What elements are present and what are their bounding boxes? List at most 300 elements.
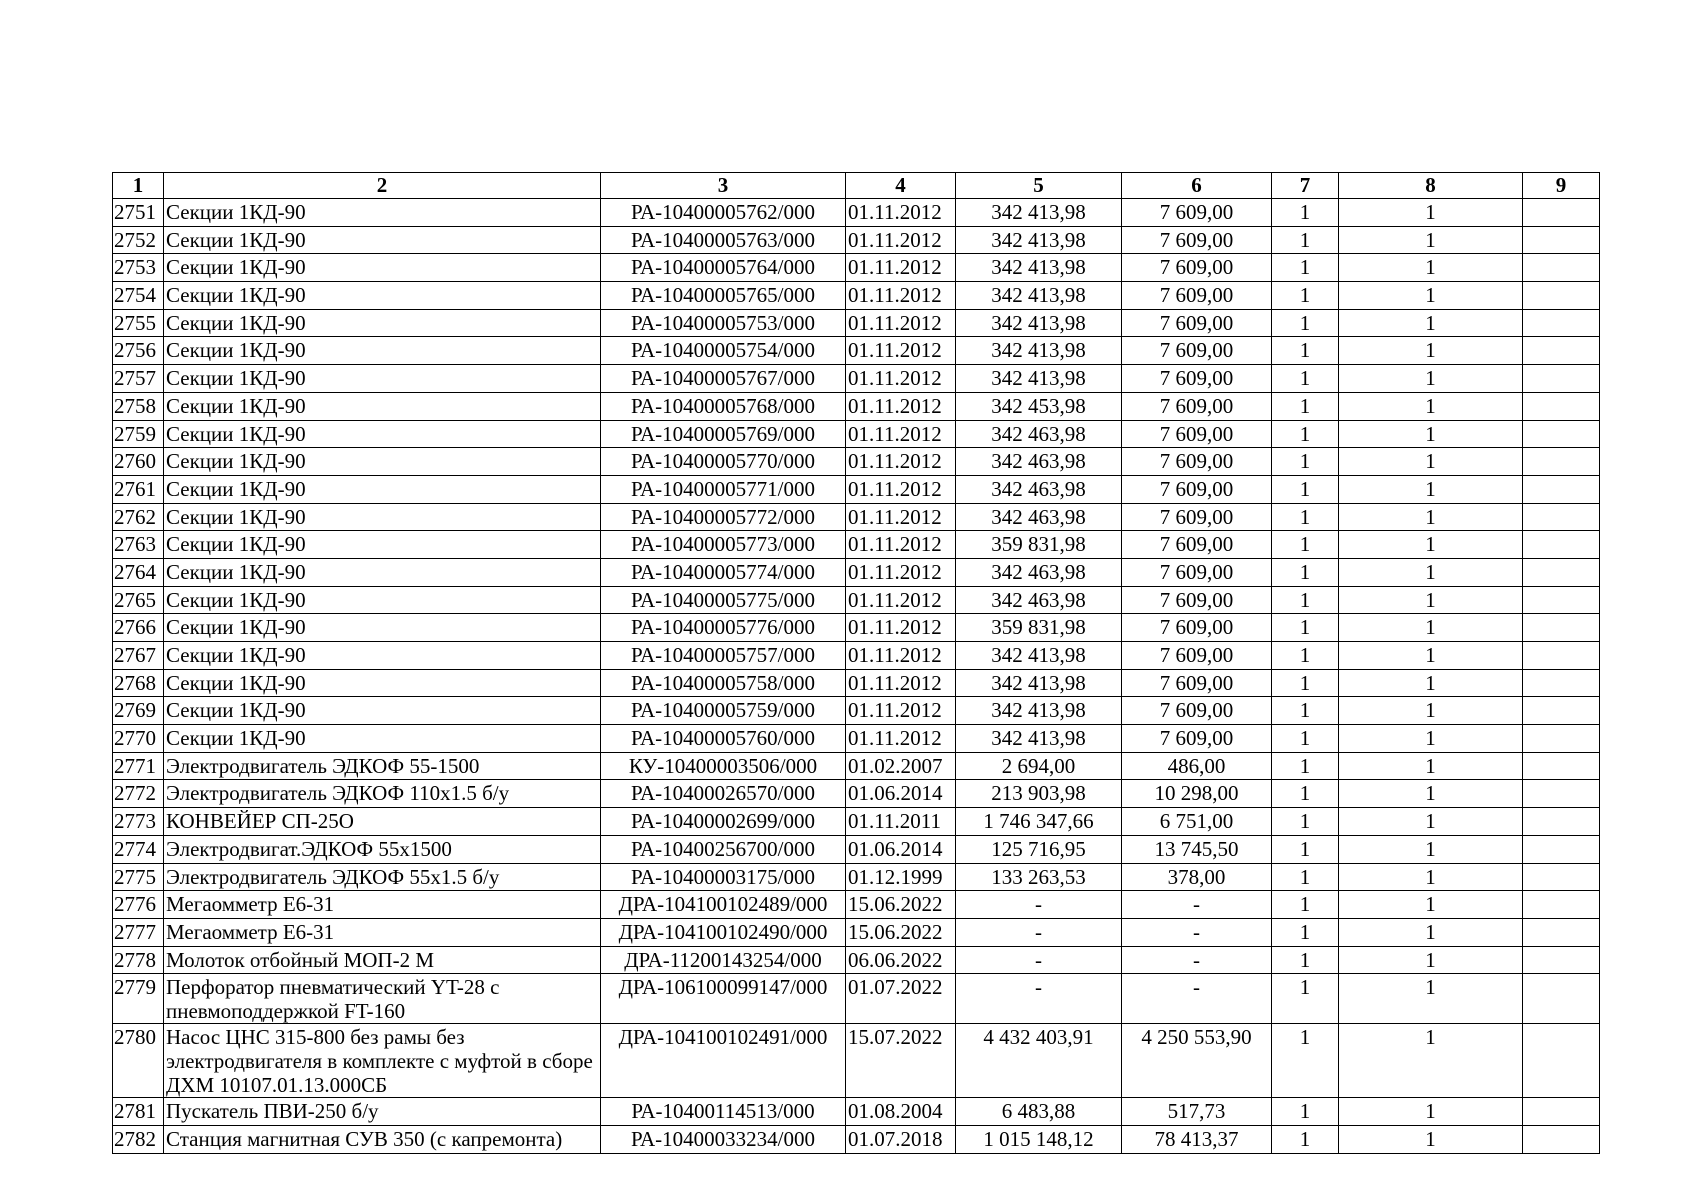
col-9-cell [1523, 420, 1600, 448]
col-9-cell [1523, 586, 1600, 614]
qty-col-8-cell: 1 [1339, 392, 1523, 420]
col-9-cell [1523, 1125, 1600, 1153]
date-cell: 01.02.2007 [846, 752, 956, 780]
value-col-6-cell: 7 609,00 [1122, 282, 1272, 310]
qty-col-8-cell: 1 [1339, 669, 1523, 697]
row-number-cell: 2752 [113, 226, 164, 254]
value-col-5-cell: 4 432 403,91 [956, 1024, 1122, 1098]
table-row [113, 282, 1600, 310]
table-row [113, 669, 1600, 697]
value-col-6-cell: - [1122, 974, 1272, 1024]
value-col-6-cell: - [1122, 946, 1272, 974]
date-cell: 01.11.2012 [846, 337, 956, 365]
col-9-cell [1523, 725, 1600, 753]
value-col-5-cell: - [956, 918, 1122, 946]
col-9-cell [1523, 254, 1600, 282]
value-col-5-cell: 342 413,98 [956, 282, 1122, 310]
value-col-5-cell: 6 483,88 [956, 1098, 1122, 1126]
inventory-code-cell: РА-10400005765/000 [601, 282, 846, 310]
qty-col-7-cell: 1 [1272, 254, 1339, 282]
table-row [113, 697, 1600, 725]
qty-col-7-cell: 1 [1272, 614, 1339, 642]
qty-col-8-cell: 1 [1339, 1024, 1523, 1098]
date-cell: 01.11.2012 [846, 586, 956, 614]
qty-col-8-cell: 1 [1339, 780, 1523, 808]
qty-col-8-cell: 1 [1339, 448, 1523, 476]
qty-col-8-cell: 1 [1339, 891, 1523, 919]
value-col-5-cell: 342 413,98 [956, 337, 1122, 365]
inventory-code-cell: РА-10400005763/000 [601, 226, 846, 254]
inventory-code-cell: КУ-10400003506/000 [601, 752, 846, 780]
row-number-cell: 2767 [113, 642, 164, 670]
date-cell: 01.07.2018 [846, 1125, 956, 1153]
inventory-code-cell: РА-10400114513/000 [601, 1098, 846, 1126]
qty-col-7-cell: 1 [1272, 642, 1339, 670]
value-col-6-cell: 7 609,00 [1122, 420, 1272, 448]
date-cell: 15.07.2022 [846, 1024, 956, 1098]
qty-col-7-cell: 1 [1272, 531, 1339, 559]
table-row [113, 946, 1600, 974]
item-name-cell: Мегаомметр Е6-31 [164, 918, 601, 946]
value-col-6-cell: 7 609,00 [1122, 725, 1272, 753]
item-name-cell: Секции 1КД-90 [164, 503, 601, 531]
row-number-cell: 2754 [113, 282, 164, 310]
qty-col-8-cell: 1 [1339, 558, 1523, 586]
value-col-6-cell: 7 609,00 [1122, 199, 1272, 227]
date-cell: 01.08.2004 [846, 1098, 956, 1126]
col-9-cell [1523, 309, 1600, 337]
qty-col-7-cell: 1 [1272, 365, 1339, 393]
item-name-cell: Электродвигатель ЭДКОФ 55х1.5 б/у [164, 863, 601, 891]
row-number-cell: 2774 [113, 835, 164, 863]
qty-col-7-cell: 1 [1272, 725, 1339, 753]
table-row [113, 558, 1600, 586]
row-number-cell: 2776 [113, 891, 164, 919]
date-cell: 01.11.2012 [846, 392, 956, 420]
qty-col-8-cell: 1 [1339, 531, 1523, 559]
inventory-code-cell: РА-10400005775/000 [601, 586, 846, 614]
table-row [113, 863, 1600, 891]
inventory-code-cell: РА-10400005771/000 [601, 475, 846, 503]
value-col-5-cell: 342 463,98 [956, 503, 1122, 531]
col-9-cell [1523, 282, 1600, 310]
col-9-cell [1523, 392, 1600, 420]
item-name-cell: Насос ЦНС 315-800 без рамы без электродвигателя в комплекте с муфтой в сборе ДХМ 10107.01.13.000СБ [164, 1024, 601, 1098]
col-9-cell [1523, 503, 1600, 531]
qty-col-8-cell: 1 [1339, 475, 1523, 503]
table-row [113, 420, 1600, 448]
qty-col-7-cell: 1 [1272, 863, 1339, 891]
table-row [113, 309, 1600, 337]
row-number-cell: 2763 [113, 531, 164, 559]
col-9-cell [1523, 337, 1600, 365]
item-name-cell: Секции 1КД-90 [164, 282, 601, 310]
qty-col-8-cell: 1 [1339, 752, 1523, 780]
qty-col-8-cell: 1 [1339, 835, 1523, 863]
inventory-code-cell: РА-10400005774/000 [601, 558, 846, 586]
value-col-5-cell: 342 413,98 [956, 642, 1122, 670]
col-9-cell [1523, 614, 1600, 642]
row-number-cell: 2778 [113, 946, 164, 974]
item-name-cell: Секции 1КД-90 [164, 558, 601, 586]
row-number-cell: 2757 [113, 365, 164, 393]
table-row [113, 365, 1600, 393]
value-col-6-cell: 7 609,00 [1122, 669, 1272, 697]
inventory-code-cell: ДРА-106100099147/000 [601, 974, 846, 1024]
value-col-6-cell: 7 609,00 [1122, 697, 1272, 725]
table-row [113, 752, 1600, 780]
value-col-6-cell: 7 609,00 [1122, 365, 1272, 393]
value-col-5-cell: 1 746 347,66 [956, 808, 1122, 836]
qty-col-8-cell: 1 [1339, 808, 1523, 836]
inventory-code-cell: РА-10400256700/000 [601, 835, 846, 863]
value-col-5-cell: 213 903,98 [956, 780, 1122, 808]
row-number-cell: 2769 [113, 697, 164, 725]
table-row [113, 835, 1600, 863]
value-col-6-cell: 7 609,00 [1122, 642, 1272, 670]
table-row [113, 808, 1600, 836]
inventory-code-cell: РА-10400005776/000 [601, 614, 846, 642]
table-row [113, 1098, 1600, 1126]
qty-col-8-cell: 1 [1339, 420, 1523, 448]
value-col-5-cell: - [956, 946, 1122, 974]
col-9-cell [1523, 808, 1600, 836]
item-name-cell: Секции 1КД-90 [164, 614, 601, 642]
column-header-4: 4 [846, 173, 956, 199]
value-col-6-cell: 517,73 [1122, 1098, 1272, 1126]
table-row [113, 642, 1600, 670]
value-col-6-cell: 6 751,00 [1122, 808, 1272, 836]
item-name-cell: Секции 1КД-90 [164, 586, 601, 614]
item-name-cell: Пускатель ПВИ-250 б/у [164, 1098, 601, 1126]
qty-col-7-cell: 1 [1272, 558, 1339, 586]
date-cell: 01.11.2012 [846, 448, 956, 476]
date-cell: 01.11.2012 [846, 614, 956, 642]
date-cell: 01.11.2012 [846, 531, 956, 559]
col-9-cell [1523, 365, 1600, 393]
value-col-6-cell: 78 413,37 [1122, 1125, 1272, 1153]
date-cell: 01.11.2012 [846, 254, 956, 282]
item-name-cell: Секции 1КД-90 [164, 697, 601, 725]
row-number-cell: 2765 [113, 586, 164, 614]
row-number-cell: 2780 [113, 1024, 164, 1098]
date-cell: 01.11.2012 [846, 725, 956, 753]
item-name-cell: Станция магнитная СУВ 350 (с капремонта) [164, 1125, 601, 1153]
col-9-cell [1523, 1098, 1600, 1126]
item-name-cell: Секции 1КД-90 [164, 226, 601, 254]
inventory-code-cell: ДРА-104100102490/000 [601, 918, 846, 946]
qty-col-7-cell: 1 [1272, 752, 1339, 780]
item-name-cell: Секции 1КД-90 [164, 642, 601, 670]
table-row [113, 725, 1600, 753]
col-9-cell [1523, 752, 1600, 780]
qty-col-8-cell: 1 [1339, 725, 1523, 753]
col-9-cell [1523, 642, 1600, 670]
value-col-5-cell: - [956, 974, 1122, 1024]
col-9-cell [1523, 199, 1600, 227]
item-name-cell: Электродвигат.ЭДКОФ 55х1500 [164, 835, 601, 863]
qty-col-7-cell: 1 [1272, 918, 1339, 946]
row-number-cell: 2777 [113, 918, 164, 946]
item-name-cell: КОНВЕЙЕР СП-25О [164, 808, 601, 836]
row-number-cell: 2775 [113, 863, 164, 891]
item-name-cell: Секции 1КД-90 [164, 309, 601, 337]
inventory-code-cell: РА-10400005759/000 [601, 697, 846, 725]
col-9-cell [1523, 226, 1600, 254]
table-row [113, 475, 1600, 503]
value-col-5-cell: 342 413,98 [956, 697, 1122, 725]
inventory-code-cell: РА-10400005758/000 [601, 669, 846, 697]
column-header-1: 1 [113, 173, 164, 199]
row-number-cell: 2762 [113, 503, 164, 531]
value-col-5-cell: 1 015 148,12 [956, 1125, 1122, 1153]
qty-col-7-cell: 1 [1272, 448, 1339, 476]
row-number-cell: 2753 [113, 254, 164, 282]
inventory-code-cell: РА-10400005770/000 [601, 448, 846, 476]
qty-col-7-cell: 1 [1272, 1125, 1339, 1153]
inventory-code-cell: РА-10400005769/000 [601, 420, 846, 448]
column-header-5: 5 [956, 173, 1122, 199]
inventory-code-cell: РА-10400005773/000 [601, 531, 846, 559]
item-name-cell: Секции 1КД-90 [164, 420, 601, 448]
row-number-cell: 2758 [113, 392, 164, 420]
inventory-code-cell: РА-10400005754/000 [601, 337, 846, 365]
row-number-cell: 2768 [113, 669, 164, 697]
qty-col-7-cell: 1 [1272, 808, 1339, 836]
item-name-cell: Мегаомметр Е6-31 [164, 891, 601, 919]
inventory-code-cell: РА-10400026570/000 [601, 780, 846, 808]
table-row [113, 614, 1600, 642]
inventory-code-cell: РА-10400005772/000 [601, 503, 846, 531]
date-cell: 01.07.2022 [846, 974, 956, 1024]
value-col-6-cell: 7 609,00 [1122, 614, 1272, 642]
value-col-5-cell: 342 463,98 [956, 475, 1122, 503]
value-col-5-cell: 133 263,53 [956, 863, 1122, 891]
table-row [113, 254, 1600, 282]
inventory-code-cell: ДРА-11200143254/000 [601, 946, 846, 974]
value-col-6-cell: 7 609,00 [1122, 475, 1272, 503]
inventory-table [112, 172, 1600, 1154]
qty-col-7-cell: 1 [1272, 420, 1339, 448]
value-col-5-cell: 125 716,95 [956, 835, 1122, 863]
value-col-5-cell: - [956, 891, 1122, 919]
col-9-cell [1523, 974, 1600, 1024]
value-col-6-cell: 7 609,00 [1122, 309, 1272, 337]
qty-col-8-cell: 1 [1339, 974, 1523, 1024]
item-name-cell: Секции 1КД-90 [164, 392, 601, 420]
col-9-cell [1523, 891, 1600, 919]
col-9-cell [1523, 946, 1600, 974]
item-name-cell: Секции 1КД-90 [164, 254, 601, 282]
inventory-code-cell: РА-10400003175/000 [601, 863, 846, 891]
item-name-cell: Секции 1КД-90 [164, 669, 601, 697]
value-col-5-cell: 342 413,98 [956, 669, 1122, 697]
qty-col-7-cell: 1 [1272, 891, 1339, 919]
item-name-cell: Молоток отбойный МОП-2 М [164, 946, 601, 974]
value-col-6-cell: 7 609,00 [1122, 337, 1272, 365]
inventory-code-cell: ДРА-104100102491/000 [601, 1024, 846, 1098]
row-number-cell: 2772 [113, 780, 164, 808]
value-col-6-cell: 7 609,00 [1122, 254, 1272, 282]
qty-col-8-cell: 1 [1339, 199, 1523, 227]
column-header-8: 8 [1339, 173, 1523, 199]
date-cell: 15.06.2022 [846, 918, 956, 946]
value-col-5-cell: 342 463,98 [956, 420, 1122, 448]
column-header-2: 2 [164, 173, 601, 199]
col-9-cell [1523, 448, 1600, 476]
qty-col-7-cell: 1 [1272, 309, 1339, 337]
table-row [113, 780, 1600, 808]
inventory-code-cell: РА-10400005760/000 [601, 725, 846, 753]
table-body [113, 199, 1600, 1154]
date-cell: 01.06.2014 [846, 780, 956, 808]
col-9-cell [1523, 697, 1600, 725]
qty-col-8-cell: 1 [1339, 365, 1523, 393]
qty-col-8-cell: 1 [1339, 918, 1523, 946]
qty-col-8-cell: 1 [1339, 503, 1523, 531]
date-cell: 01.11.2012 [846, 503, 956, 531]
item-name-cell: Перфоратор пневматический YT-28 с пневмоподдержкой FT-160 [164, 974, 601, 1024]
value-col-5-cell: 342 413,98 [956, 309, 1122, 337]
item-name-cell: Электродвигатель ЭДКОФ 55-1500 [164, 752, 601, 780]
value-col-6-cell: 7 609,00 [1122, 558, 1272, 586]
date-cell: 01.11.2012 [846, 226, 956, 254]
qty-col-8-cell: 1 [1339, 697, 1523, 725]
value-col-5-cell: 359 831,98 [956, 614, 1122, 642]
date-cell: 01.11.2012 [846, 365, 956, 393]
table-row [113, 531, 1600, 559]
row-number-cell: 2764 [113, 558, 164, 586]
table-row [113, 392, 1600, 420]
value-col-6-cell: 10 298,00 [1122, 780, 1272, 808]
item-name-cell: Секции 1КД-90 [164, 448, 601, 476]
value-col-5-cell: 342 463,98 [956, 448, 1122, 476]
table-row [113, 974, 1600, 1024]
row-number-cell: 2771 [113, 752, 164, 780]
inventory-code-cell: РА-10400005757/000 [601, 642, 846, 670]
item-name-cell: Секции 1КД-90 [164, 531, 601, 559]
row-number-cell: 2756 [113, 337, 164, 365]
qty-col-8-cell: 1 [1339, 282, 1523, 310]
qty-col-7-cell: 1 [1272, 1098, 1339, 1126]
col-9-cell [1523, 918, 1600, 946]
qty-col-7-cell: 1 [1272, 974, 1339, 1024]
table-row [113, 337, 1600, 365]
date-cell: 01.11.2012 [846, 558, 956, 586]
item-name-cell: Секции 1КД-90 [164, 725, 601, 753]
column-header-6: 6 [1122, 173, 1272, 199]
table-row [113, 448, 1600, 476]
value-col-5-cell: 2 694,00 [956, 752, 1122, 780]
qty-col-7-cell: 1 [1272, 475, 1339, 503]
value-col-6-cell: - [1122, 891, 1272, 919]
table-row [113, 918, 1600, 946]
col-9-cell [1523, 1024, 1600, 1098]
col-9-cell [1523, 835, 1600, 863]
row-number-cell: 2779 [113, 974, 164, 1024]
qty-col-8-cell: 1 [1339, 337, 1523, 365]
qty-col-8-cell: 1 [1339, 642, 1523, 670]
qty-col-8-cell: 1 [1339, 309, 1523, 337]
inventory-code-cell: РА-10400005762/000 [601, 199, 846, 227]
qty-col-8-cell: 1 [1339, 226, 1523, 254]
value-col-5-cell: 342 413,98 [956, 725, 1122, 753]
qty-col-7-cell: 1 [1272, 1024, 1339, 1098]
qty-col-7-cell: 1 [1272, 199, 1339, 227]
value-col-6-cell: 7 609,00 [1122, 226, 1272, 254]
table-row [113, 226, 1600, 254]
qty-col-8-cell: 1 [1339, 586, 1523, 614]
row-number-cell: 2782 [113, 1125, 164, 1153]
qty-col-7-cell: 1 [1272, 503, 1339, 531]
inventory-code-cell: РА-10400005753/000 [601, 309, 846, 337]
date-cell: 01.06.2014 [846, 835, 956, 863]
qty-col-7-cell: 1 [1272, 669, 1339, 697]
qty-col-7-cell: 1 [1272, 282, 1339, 310]
date-cell: 01.11.2011 [846, 808, 956, 836]
item-name-cell: Секции 1КД-90 [164, 365, 601, 393]
date-cell: 01.11.2012 [846, 697, 956, 725]
value-col-6-cell: 7 609,00 [1122, 448, 1272, 476]
col-9-cell [1523, 780, 1600, 808]
qty-col-7-cell: 1 [1272, 337, 1339, 365]
row-number-cell: 2770 [113, 725, 164, 753]
date-cell: 01.12.1999 [846, 863, 956, 891]
qty-col-8-cell: 1 [1339, 863, 1523, 891]
date-cell: 15.06.2022 [846, 891, 956, 919]
row-number-cell: 2751 [113, 199, 164, 227]
value-col-5-cell: 342 413,98 [956, 365, 1122, 393]
table-row [113, 1125, 1600, 1153]
qty-col-8-cell: 1 [1339, 1125, 1523, 1153]
value-col-5-cell: 342 453,98 [956, 392, 1122, 420]
value-col-5-cell: 359 831,98 [956, 531, 1122, 559]
col-9-cell [1523, 531, 1600, 559]
value-col-6-cell: 13 745,50 [1122, 835, 1272, 863]
inventory-code-cell: РА-10400005768/000 [601, 392, 846, 420]
date-cell: 01.11.2012 [846, 669, 956, 697]
value-col-5-cell: 342 413,98 [956, 254, 1122, 282]
value-col-5-cell: 342 413,98 [956, 226, 1122, 254]
qty-col-7-cell: 1 [1272, 392, 1339, 420]
value-col-5-cell: 342 463,98 [956, 586, 1122, 614]
date-cell: 01.11.2012 [846, 199, 956, 227]
qty-col-7-cell: 1 [1272, 946, 1339, 974]
inventory-code-cell: РА-10400033234/000 [601, 1125, 846, 1153]
value-col-6-cell: - [1122, 918, 1272, 946]
value-col-6-cell: 4 250 553,90 [1122, 1024, 1272, 1098]
item-name-cell: Секции 1КД-90 [164, 337, 601, 365]
qty-col-7-cell: 1 [1272, 226, 1339, 254]
value-col-6-cell: 7 609,00 [1122, 531, 1272, 559]
value-col-6-cell: 7 609,00 [1122, 503, 1272, 531]
table-row [113, 891, 1600, 919]
col-9-cell [1523, 558, 1600, 586]
col-9-cell [1523, 863, 1600, 891]
row-number-cell: 2760 [113, 448, 164, 476]
table-row [113, 199, 1600, 227]
qty-col-8-cell: 1 [1339, 946, 1523, 974]
value-col-6-cell: 378,00 [1122, 863, 1272, 891]
row-number-cell: 2759 [113, 420, 164, 448]
qty-col-8-cell: 1 [1339, 254, 1523, 282]
date-cell: 01.11.2012 [846, 475, 956, 503]
table-row [113, 586, 1600, 614]
inventory-code-cell: РА-10400005764/000 [601, 254, 846, 282]
inventory-code-cell: РА-10400005767/000 [601, 365, 846, 393]
row-number-cell: 2755 [113, 309, 164, 337]
table-row [113, 1024, 1600, 1098]
